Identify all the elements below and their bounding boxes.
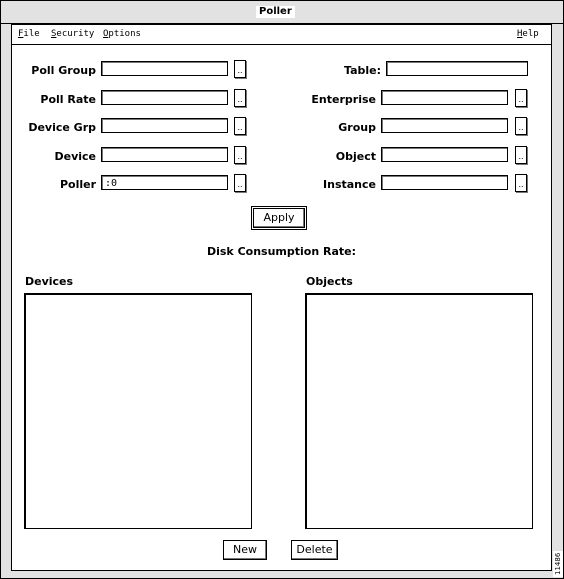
instance-field[interactable]	[381, 175, 508, 190]
menu-options[interactable]: Options	[103, 29, 141, 39]
poll-rate-field[interactable]	[101, 90, 228, 105]
device-label: Device	[54, 150, 96, 163]
instance-browse-button[interactable]: ..	[515, 174, 527, 192]
object-field[interactable]	[381, 147, 508, 162]
poll-rate-label: Poll Rate	[40, 93, 96, 106]
group-field[interactable]	[381, 118, 508, 133]
instance-label: Instance	[323, 178, 376, 191]
poll-group-label: Poll Group	[31, 64, 96, 77]
device-group-label: Device Grp	[28, 121, 96, 134]
objects-list-label: Objects	[306, 275, 353, 288]
disk-consumption-rate-label: Disk Consumption Rate:	[206, 245, 357, 258]
group-browse-button[interactable]: ..	[515, 117, 527, 135]
poller-field[interactable]: :0	[101, 175, 228, 190]
new-button[interactable]: New	[223, 540, 267, 560]
enterprise-browse-button[interactable]: ..	[515, 89, 527, 107]
poll-group-browse-button[interactable]: ..	[234, 60, 246, 78]
figure-id: 11486	[554, 552, 562, 576]
menu-help[interactable]: Help	[517, 29, 539, 39]
poller-label: Poller	[59, 178, 96, 191]
table-field[interactable]	[386, 61, 528, 76]
menu-file[interactable]: File	[18, 29, 40, 39]
poll-rate-browse-button[interactable]: ..	[234, 89, 246, 107]
device-group-field[interactable]	[101, 118, 228, 133]
apply-button[interactable]: Apply	[253, 208, 305, 228]
device-group-browse-button[interactable]: ..	[234, 117, 246, 135]
title-bar[interactable]	[1, 1, 563, 24]
table-label: Table:	[343, 64, 381, 77]
devices-list-label: Devices	[25, 275, 74, 288]
menu-bar	[12, 25, 551, 45]
device-browse-button[interactable]: ..	[234, 146, 246, 164]
devices-list[interactable]	[24, 293, 252, 529]
menu-security[interactable]: Security	[51, 29, 95, 39]
device-field[interactable]	[101, 147, 228, 162]
group-label: Group	[338, 121, 376, 134]
window-client-area	[11, 24, 552, 571]
object-browse-button[interactable]: ..	[515, 146, 527, 164]
poller-browse-button[interactable]: ..	[234, 174, 246, 192]
poll-group-field[interactable]	[101, 61, 228, 76]
enterprise-field[interactable]	[381, 90, 508, 105]
window-title: Poller	[256, 6, 295, 18]
enterprise-label: Enterprise	[311, 93, 376, 106]
object-label: Object	[335, 150, 376, 163]
objects-list[interactable]	[305, 293, 533, 529]
delete-button[interactable]: Delete	[291, 540, 338, 560]
